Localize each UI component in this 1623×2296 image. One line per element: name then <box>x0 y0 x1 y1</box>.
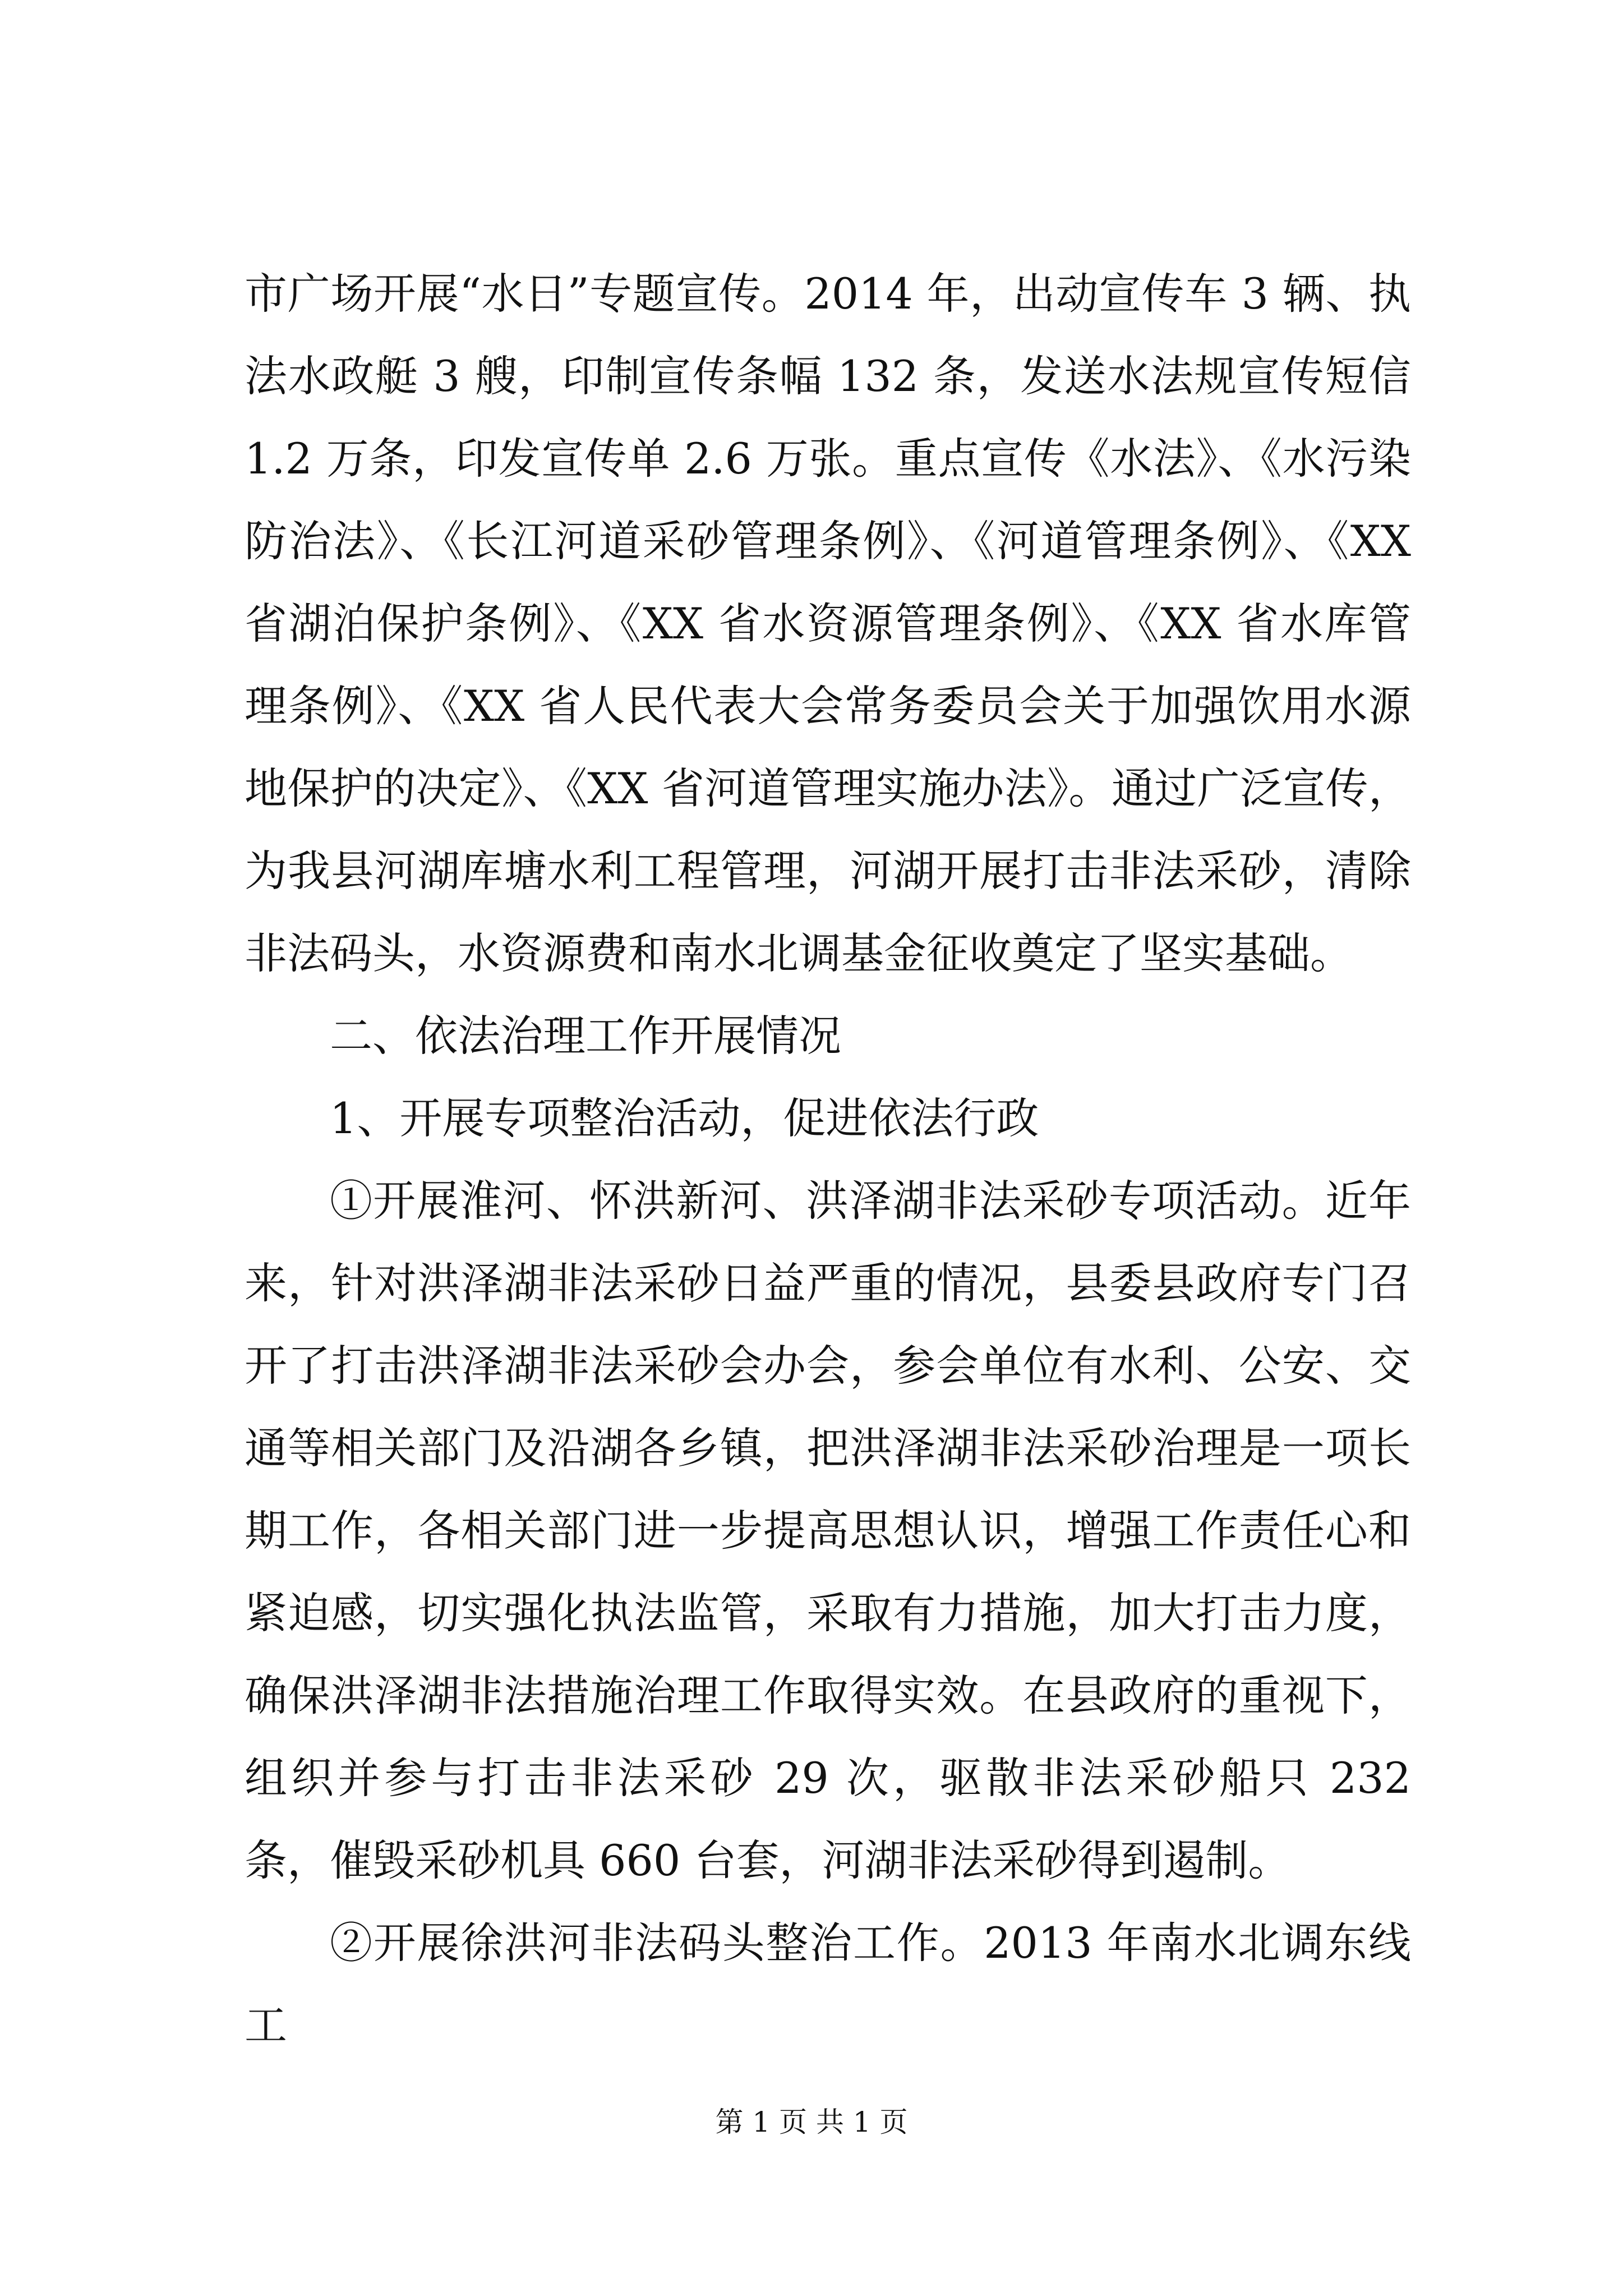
document-body <box>245 252 1411 2067</box>
paragraph-publicity-summary: 市广场开展“水日”专题宣传。2014 年，出动宣传车 3 辆、执法水政艇 3 艘，印制宣传条幅 132 条，发送水法规宣传短信 1.2 万条，印发宣传单 2.6 万张。重点宣传《水法》、《水污染防治法》、《长江河道采砂管理条例》、《河道管理条例》、《XX 省湖泊保护条例》、《XX 省水资源管理条例》、《XX 省水库管理条例》、《XX 省人民代表大会常务委员会关于加强饮用水源地保护的决定》、《XX 省河道管理实施办法》。通过广泛宣传，为我县河湖库塘水利工程管理，河湖开展打击非法采砂，清除非法码头，水资源费和南水北调基金征收奠定了坚实基础。 <box>245 269 1411 978</box>
page-footer: 第 1 页 共 1 页 <box>715 2106 908 2138</box>
subsection-heading-special-campaigns: 1、开展专项整治活动，促进依法行政 <box>330 1093 1039 1143</box>
paragraph-illegal-wharf-rectification: ②开展徐洪河非法码头整治工作。2013 年南水北调东线工 <box>245 1918 1411 2050</box>
paragraph-illegal-sand-mining: ①开展淮河、怀洪新河、洪泽湖非法采砂专项活动。近年来，针对洪泽湖非法采砂日益严重的情况，县委县政府专门召开了打击洪泽湖非法采砂会办会，参会单位有水利、公安、交通等相关部门及沿湖各乡镇，把洪泽湖非法采砂治理是一项长期工作，各相关部门进一步提高思想认识，增强工作责任心和紧迫感，切实强化执法监管，采取有力措施，加大打击力度，确保洪泽湖非法措施治理工作取得实效。在县政府的重视下，组织并参与打击非法采砂 29 次，驱散非法采砂船只 232 条，催毁采砂机具 660 台套，河湖非法采砂得到遏制。 <box>245 1176 1411 1885</box>
section-heading-legal-governance: 二、依法治理工作开展情况 <box>330 1011 841 1061</box>
